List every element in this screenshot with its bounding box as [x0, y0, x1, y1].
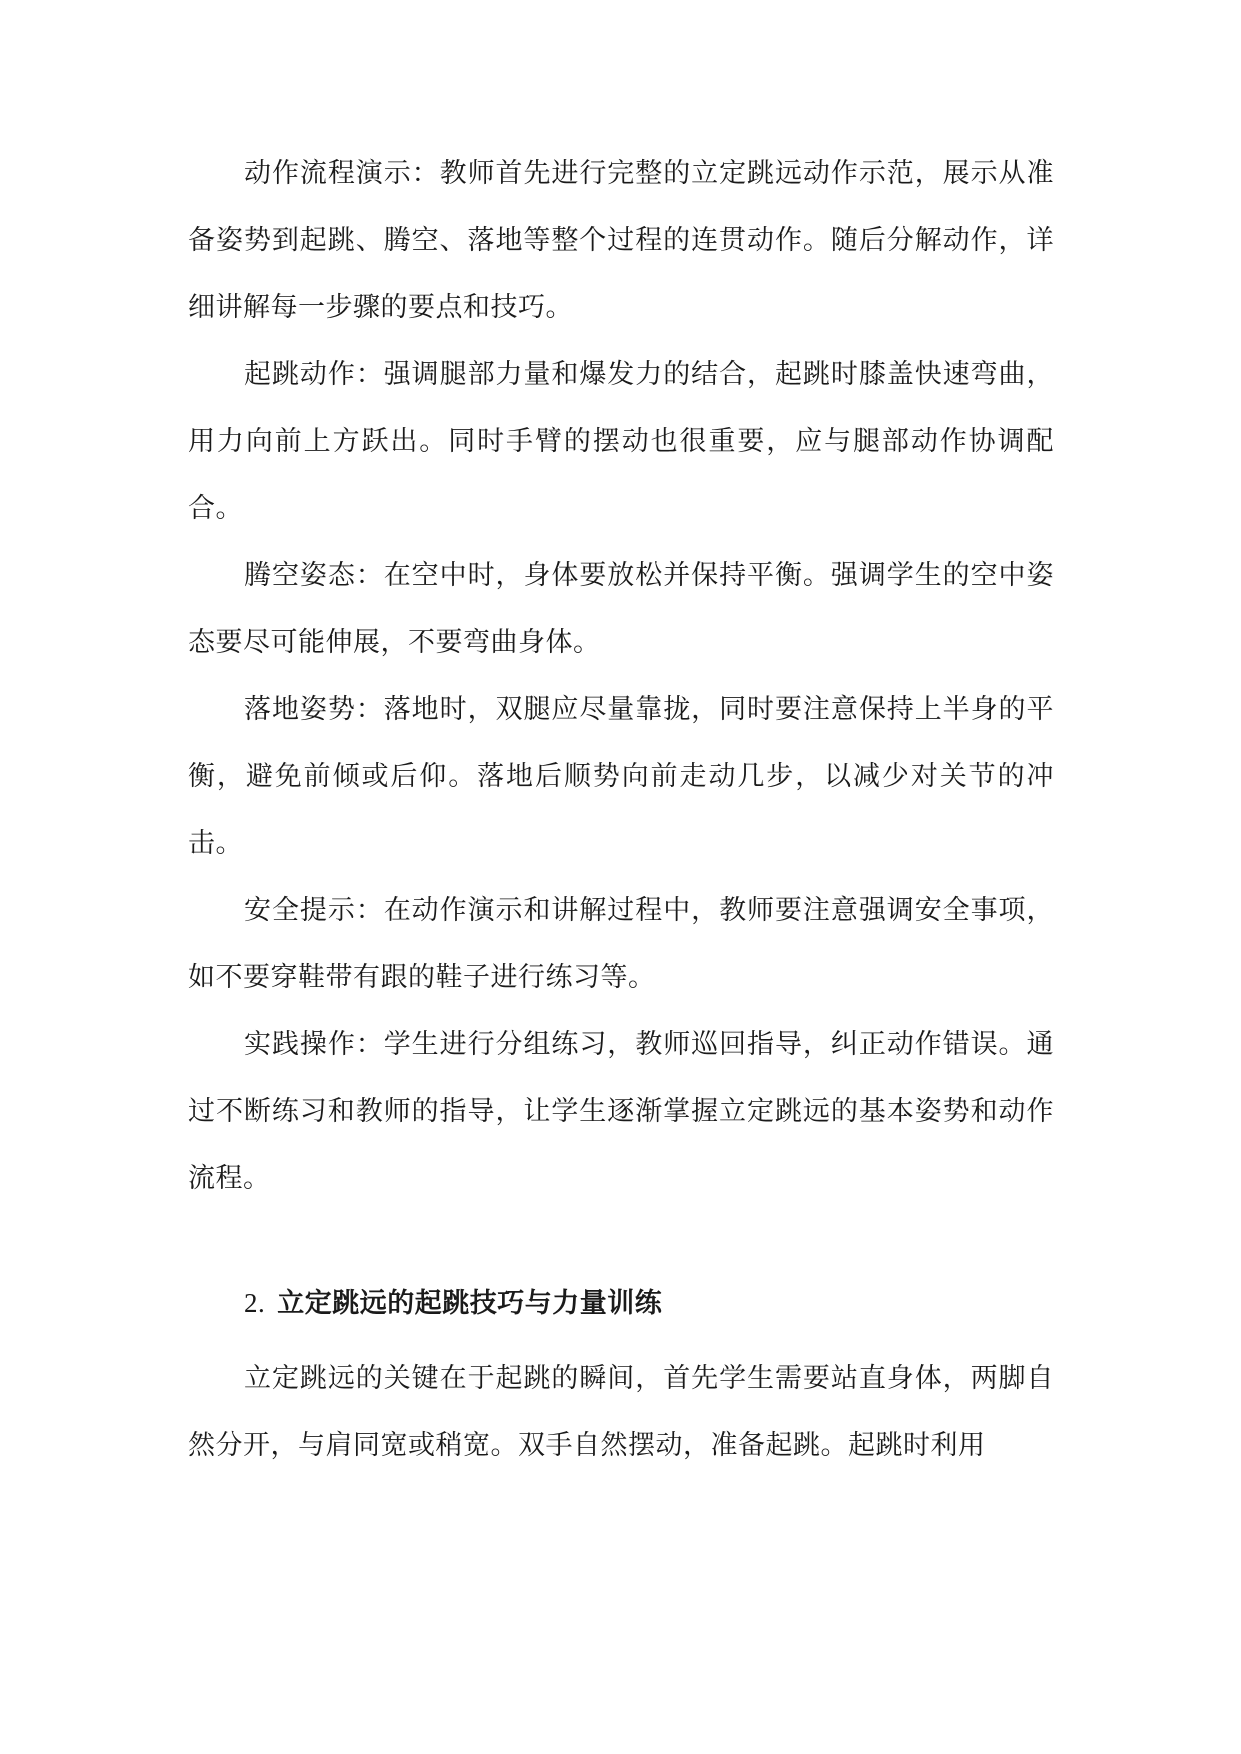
paragraph-takeoff: 起跳动作：强调腿部力量和爆发力的结合，起跳时膝盖快速弯曲，用力向前上方跃出。同时手臂的摆动也很重要，应与腿部动作协调配合。 [188, 359, 1054, 524]
paragraph-takeoff-key: 立定跳远的关键在于起跳的瞬间，首先学生需要站直身体，两脚自然分开，与肩同宽或稍宽。双手自然摆动，准备起跳。起跳时利用 [188, 1363, 1054, 1461]
paragraph-flight-posture: 腾空姿态：在空中时，身体要放松并保持平衡。强调学生的空中姿态要尽可能伸展，不要弯曲身体。 [188, 560, 1054, 658]
paragraph-safety-tips: 安全提示：在动作演示和讲解过程中，教师要注意强调安全事项，如不要穿鞋带有跟的鞋子进行练习等。 [188, 895, 1054, 993]
paragraph-practice: 实践操作：学生进行分组练习，教师巡回指导，纠正动作错误。通过不断练习和教师的指导，让学生逐渐掌握立定跳远的基本姿势和动作流程。 [188, 1029, 1054, 1194]
section-number: 2. [244, 1288, 266, 1318]
section-heading [188, 1270, 1054, 1337]
paragraph-landing-posture: 落地姿势：落地时，双腿应尽量靠拢，同时要注意保持上半身的平衡，避免前倾或后仰。落地后顺势向前走动几步，以减少对关节的冲击。 [188, 694, 1054, 859]
paragraph-demonstration: 动作流程演示：教师首先进行完整的立定跳远动作示范，展示从准备姿势到起跳、腾空、落地等整个过程的连贯动作。随后分解动作，详细讲解每一步骤的要点和技巧。 [188, 158, 1054, 323]
document-body [188, 140, 1054, 1479]
section-title: 立定跳远的起跳技巧与力量训练 [277, 1288, 663, 1319]
